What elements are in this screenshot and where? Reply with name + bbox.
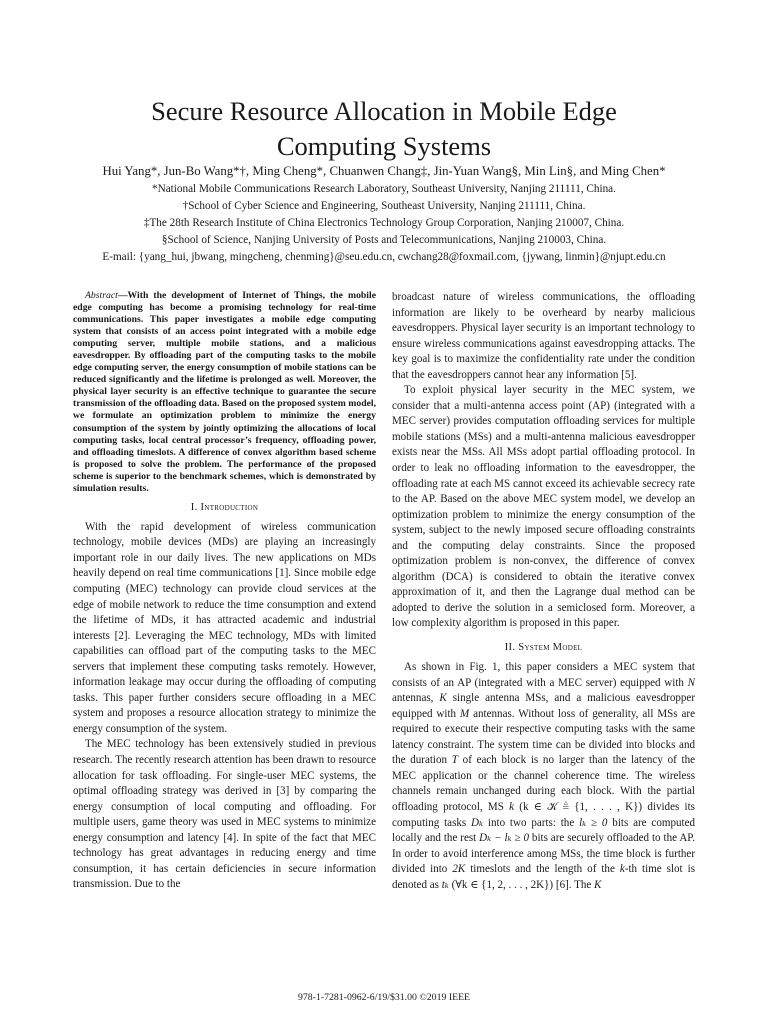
math-symbol: k — [509, 800, 515, 813]
text-run: into two parts: the — [483, 816, 580, 829]
title-line-2: Computing Systems — [276, 130, 492, 161]
text-run: -th time slot is denoted as — [392, 863, 695, 891]
right-column — [392, 290, 695, 893]
affiliation-4: §School of Science, Nanjing University of Posts and Telecommunications, Nanjing 210003, China. — [161, 233, 607, 246]
intro-paragraph-3: broadcast nature of wireless communications, the offloading information are likely to be overheard by nearby malicious eavesdroppers. Physical layer security is an important technology to ensure wireless communications against eavesdropping attacks. The key goal is to maximize the confidentiality rate under the condition that the eavesdroppers cannot hear any information [5]. — [392, 291, 695, 381]
math-symbol: K — [439, 692, 447, 705]
intro-paragraph-2: The MEC technology has been extensively studied in previous research. The recently research attention has been drawn to resource allocation for task offloading. For single-user MEC systems, the optimal offloading strategy was derived in [3] by comparing the energy consumption of local computing and offloading. For multiple users, game theory was used in MEC systems to minimize energy consumption and latency [4]. In spite of the fact that MEC technology has great advantages in reducing energy and time consumption, it has certain deficiencies in secure information transmission. Due to the — [73, 738, 376, 891]
text-run: of each block is no larger than the latency of the MEC application or the channel coherence time. The wireless channels remain unchanged during each block. With the partial offloading protocol, MS — [392, 754, 696, 813]
text-run: antennas. Without loss of generality, all MSs are required to execute their respective computing tasks with the same latency constraint. The system time can be divided into blocks and the duration — [392, 707, 696, 767]
author-list: Hui Yang*, Jun-Bo Wang*†, Ming Cheng*, Chuanwen Chang‡, Jin-Yuan Wang§, Min Lin§, and Ming Chen* — [102, 164, 666, 178]
math-symbol: tₖ — [441, 878, 449, 891]
text-run: bits are securely offloaded to the AP. In order to avoid interference among MSs, the time block is further divided into — [392, 832, 695, 876]
math-symbol: N — [687, 676, 695, 689]
text-run: timeslots and the length of the — [465, 863, 620, 876]
text-run: single antenna MSs, and a malicious eavesdropper equipped with — [392, 692, 696, 720]
section-heading-system-model — [392, 640, 695, 656]
math-symbol: M — [460, 707, 470, 720]
section-title: System Model — [518, 642, 583, 654]
text-run: As shown in Fig. 1, this paper considers a MEC system that consists of an AP (integrated with a MEC server) equipped with — [392, 661, 695, 689]
intro-paragraph-4: To exploit physical layer security in the MEC system, we consider that a multi-antenna access point (AP) (integrated with a MEC server) provides computation offloading services for multiple mobile stations (MSs) and a multi-antenna malicious eavesdropper exists near the MSs. All MSs adopt partial offloading protocol. In order to leak no offloading information to the eavesdropper, the offloading rate at each MS cannot exceed its achievable secrecy rate to the AP. Based on the above MEC system model, we develop an optimization problem to minimize the energy consumption of the system, subject to the newly imposed secure offloading constraints and the computing delay constraints. Since the proposed optimization problem is non-convex, the difference of convex algorithm (DCA) is considered to obtain the iterative convex approximation of it, and then the Lagrange dual method can be adopted to derive the solution in a semiclosed form. Moreover, a low complexity algorithm is proposed in this paper. — [392, 384, 695, 630]
math-symbol: K — [594, 878, 602, 891]
math-expression: Dₖ − lₖ ≥ 0 — [479, 832, 529, 845]
text-run: antennas, — [392, 692, 440, 705]
affiliation-2: †School of Cyber Science and Engineering, Southeast University, Nanjing 211111, China. — [182, 199, 586, 212]
text-run: divides its computing tasks — [392, 800, 695, 829]
section-number: I. — [190, 501, 201, 513]
affiliation-3: ‡The 28th Research Institute of China Electronics Technology Group Corporation, Nanjing 210007, China. — [143, 216, 625, 229]
affiliation-1: *National Mobile Communications Research Laboratory, Southeast University, Nanjing 211111, China. — [152, 183, 616, 195]
math-symbol: k — [619, 863, 625, 876]
abstract — [73, 290, 376, 495]
title-line-1: Secure Resource Allocation in Mobile Edge — [151, 95, 617, 126]
math-symbol: 2K — [452, 863, 466, 876]
section-heading-introduction — [73, 500, 376, 516]
math-expression: (∀k ∈ {1, 2, . . . , 2K}) — [448, 878, 554, 891]
copyright-footer: 978-1-7281-0962-6/19/$31.00 ©2019 IEEE — [297, 992, 471, 1003]
math-symbol: T — [451, 754, 458, 767]
intro-paragraph-1: With the rapid development of wireless communication technology, mobile devices (MDs) are playing an increasingly important role in our daily lives. The new applications on MDs heavily depend on real time communications [1]. Since mobile edge computing (MEC) technology can provide cloud services at the edge of mobile network to reduce the time consumption and extend the lifetime of MDs, it has attracted academic and industrial interests [2]. Leveraging the MEC technology, MDs with limited capabilities can offload part of the computing tasks to the MEC servers that implement these computing tasks remotely. However, information leakage may occur during the offloading of computing tasks. This paper further considers secure offloading in a MEC system and proposes a resource allocation strategy to minimize the energy consumption of the system. — [73, 520, 376, 735]
text-run: [6]. The — [553, 878, 595, 891]
affiliations — [10, 181, 758, 266]
paper-title — [40, 94, 728, 164]
abstract-label: Abstract — [85, 290, 118, 301]
system-model-paragraph — [392, 660, 695, 893]
section-number: II. — [504, 642, 519, 654]
math-expression: (k ∈ 𝒦 ≜ {1, . . . , K}) — [514, 800, 643, 813]
abstract-text: —With the development of Internet of Things, the mobile edge computing has become a promising technology for real-time communications. This paper investigates a mobile edge computing system that consists of an access point integrated with a mobile edge computing server, multiple mobile stations, and a malicious eavesdropper. By offloading part of the computing tasks to the mobile edge computing server, the energy consumption of mobile stations can be reduced significantly and the lifetime is prolonged as well. Moreover, the physical layer security is an effective technique to guarantee the secure transmission of the offloading data. Based on the proposed system model, we formulate an optimization problem to minimize the energy consumption of the system by jointly optimizing the allocations of local computing tasks, local central processor’s frequency, offloading power, and offloading timeslots. A difference of convex algorithm based scheme is proposed to solve the problem. The performance of the proposed scheme is superior to the benchmark schemes, which is demonstrated by simulation results. — [73, 290, 376, 494]
text-run: bits are computed locally and the rest — [392, 816, 695, 845]
math-expression: lₖ ≥ 0 — [579, 816, 608, 829]
section-title: Introduction — [200, 501, 259, 513]
email-line: E-mail: {yang_hui, jbwang, mingcheng, chenming}@seu.edu.cn, cwchang28@foxmail.com, {jywang, linmin}@njupt.edu.cn — [102, 250, 666, 263]
left-column — [73, 290, 376, 893]
math-symbol: Dₖ — [471, 816, 484, 829]
